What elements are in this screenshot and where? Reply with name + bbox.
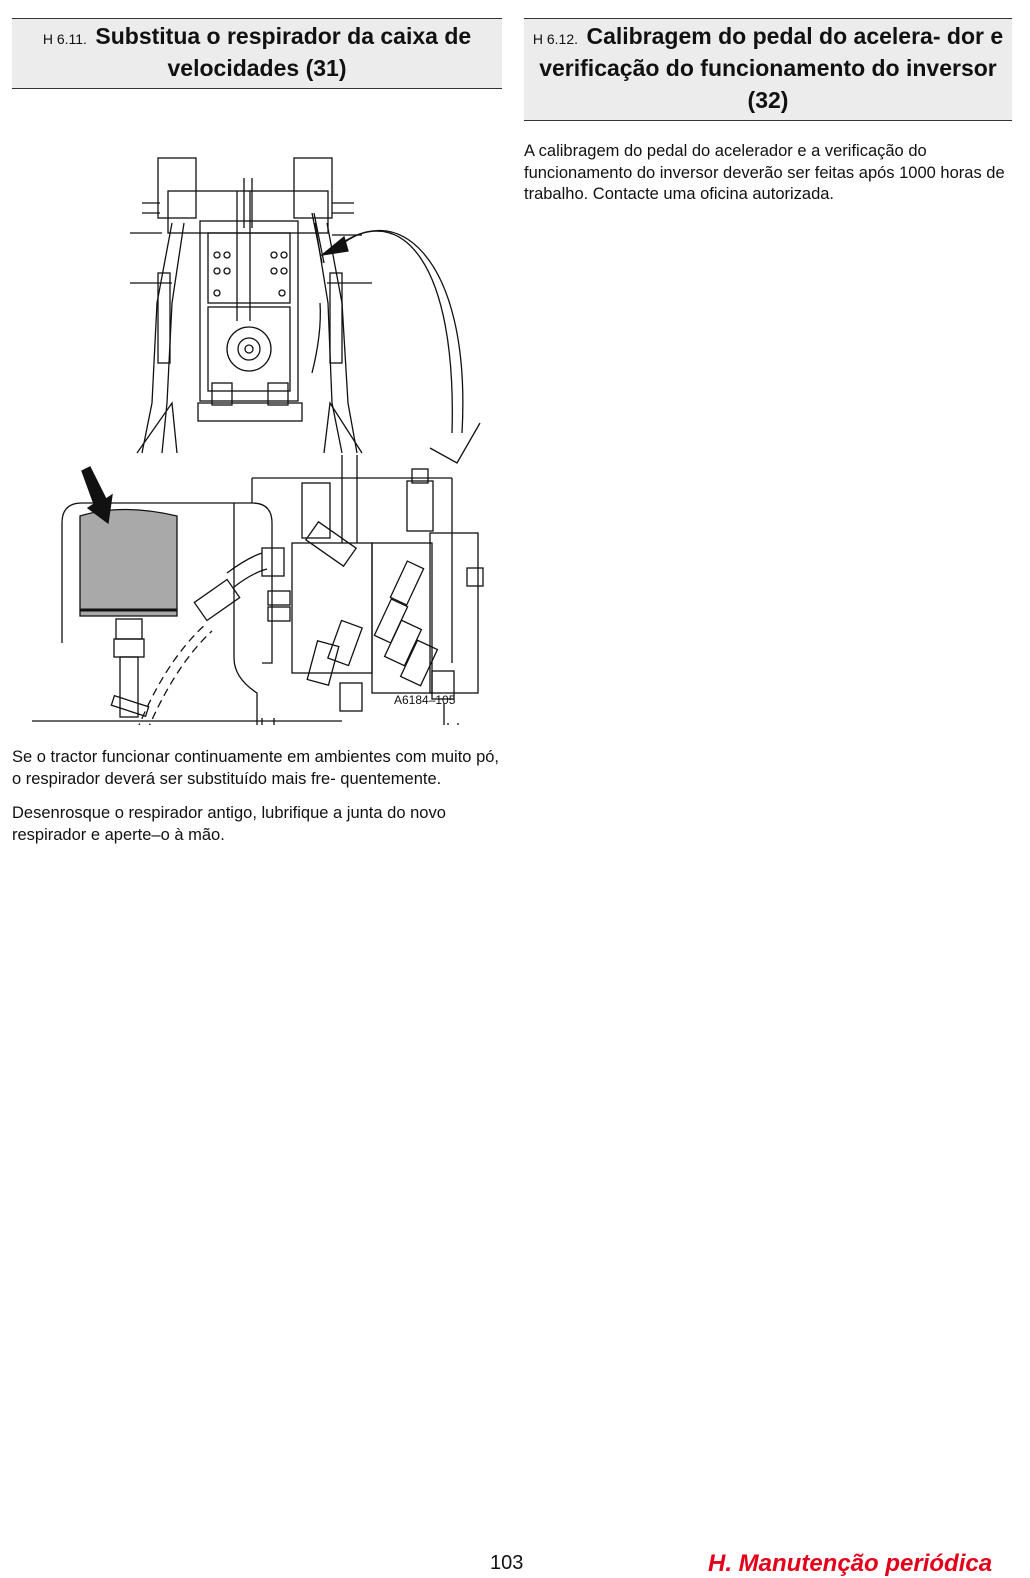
- chapter-title: H. Manutenção periódica: [708, 1550, 993, 1577]
- detail-view: [32, 455, 483, 725]
- section-number: H 6.12.: [532, 31, 578, 47]
- body-paragraph: Se o tractor funcionar continuamente em ambientes com muito pó, o respirador deverá ser substituído mais fre- quentemente.: [12, 748, 499, 788]
- section-heading-h6-11: [12, 18, 502, 89]
- figure-code: A6184–105: [394, 693, 456, 707]
- body-paragraph: A calibragem do pedal do acelerador e a verificação do funcionamento do inversor deverão ser feitas após 1000 horas de trabalho. Contacte uma oficina autorizada.: [524, 142, 1005, 203]
- page-number: 103: [490, 1552, 524, 1574]
- left-column: [12, 18, 502, 859]
- section-title: Calibragem do pedal do acelera- dor e verificação do funcionamento do inversor (32): [539, 23, 1004, 113]
- section-heading-h6-12: [524, 18, 1012, 121]
- body-paragraph: Desenrosque o respirador antigo, lubrifique a junta do novo respirador e aperte–o à mão.: [12, 804, 446, 844]
- section-number: H 6.11.: [42, 31, 87, 47]
- breather-cap: [80, 510, 177, 617]
- section-title: Substitua o respirador da caixa de velocidades (31): [95, 23, 472, 81]
- right-column: [524, 18, 1012, 219]
- tractor-rear-view: [130, 158, 372, 453]
- breather-illustration: [12, 103, 502, 725]
